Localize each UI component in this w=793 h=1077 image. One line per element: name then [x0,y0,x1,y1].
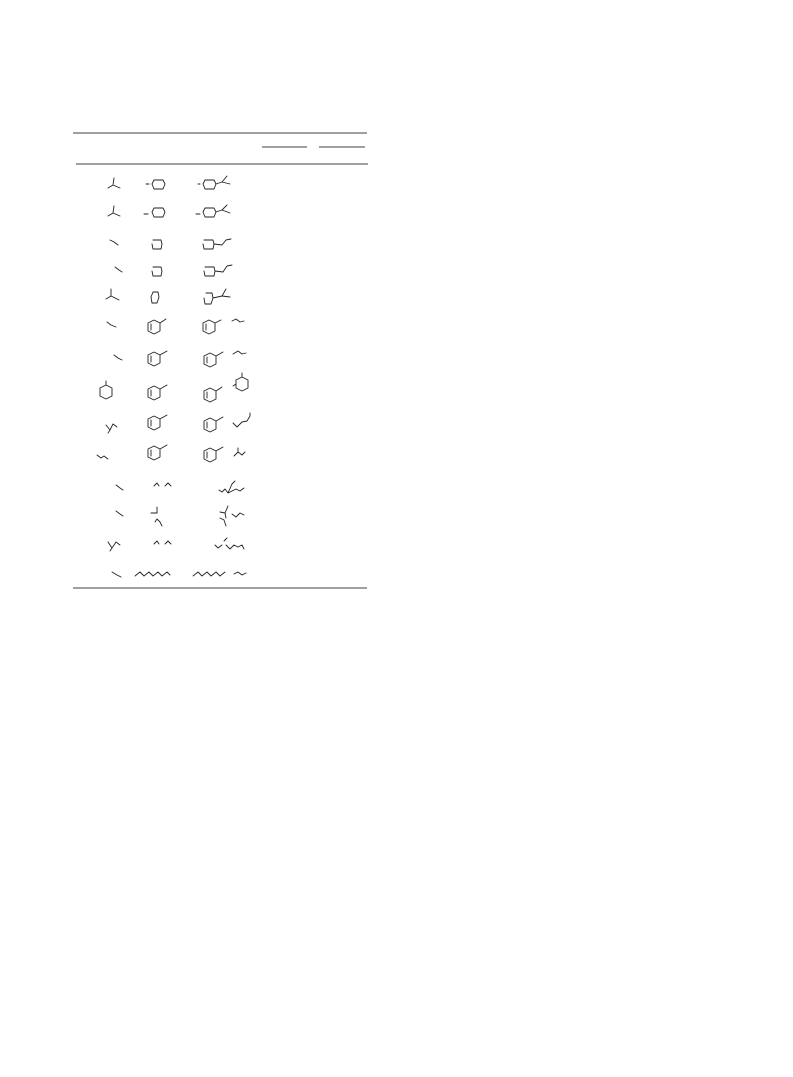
structure-reactant-b [148,385,167,400]
table-row [116,481,244,493]
structure-reactant-a [110,240,118,245]
table-row [115,265,232,276]
structure-reactant-a [116,511,123,516]
structure-reactant-a [106,424,117,433]
structure-reactant-a [108,178,120,188]
structure-product [204,413,250,432]
structure-product [215,538,244,549]
structure-reactant-b [152,240,162,249]
structure-reactant-a [108,542,120,551]
table-row [114,351,246,367]
structure-reactant-a [108,206,120,216]
table-row [107,319,244,334]
structure-reactant-b [146,180,165,189]
structure-product [203,239,231,249]
structure-reactant-b [151,507,162,526]
structure-product [193,572,246,576]
table-row [106,289,230,304]
structure-reactant-a [116,485,123,490]
structure-reactant-b [154,483,171,486]
table-row [108,205,230,217]
structure-reactant-b [154,541,171,544]
structure-reactant-a [106,289,119,300]
structure-reactant-b [152,267,162,276]
structure-product [204,351,246,367]
structure-product [198,176,230,189]
structure-reactant-a [97,455,108,459]
structure-reactant-a [115,267,122,272]
structure-product [196,205,230,217]
structure-product [204,289,230,304]
table-row [108,538,244,551]
structure-reactant-b [135,572,170,576]
structure-reactant-b [148,319,166,334]
structure-product [220,506,244,526]
table-row [110,239,231,249]
table-row [97,445,245,462]
structure-reactant-b [144,208,165,217]
structure-product [204,265,232,276]
structure-reactant-a [107,322,116,327]
structure-reactant-a [100,381,112,399]
structure-reactant-b [151,292,159,303]
table-row [106,413,250,433]
table-row [108,176,230,189]
structure-reactant-b [148,415,167,430]
structure-product [219,481,244,493]
structure-product [204,447,245,462]
structure-product [203,319,244,334]
table-row [116,506,244,526]
structure-reactant-a [114,355,122,360]
structure-product [204,373,248,402]
structure-reactant-b [148,351,167,366]
table-row [112,572,246,577]
table-row [100,373,248,402]
structure-reactant-a [112,572,121,577]
structure-reactant-b [148,445,167,460]
